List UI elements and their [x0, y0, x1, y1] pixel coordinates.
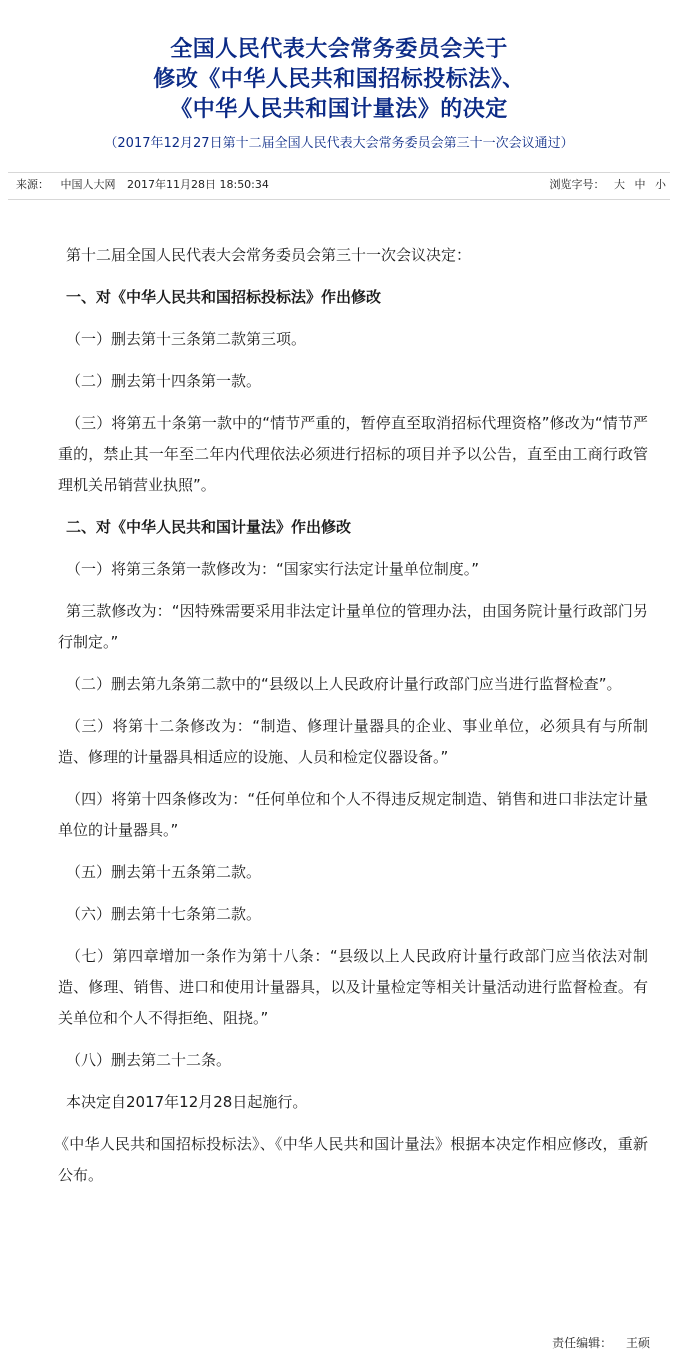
title-line-3: 《中华人民共和国计量法》的决定: [170, 96, 508, 122]
article-meta-bar: [8, 172, 670, 200]
responsible-editor: [552, 1334, 650, 1351]
publish-datetime: 2017年11月28日 18:50:34: [127, 178, 269, 191]
amendment-item: （三）将第十二条修改为：“制造、修理计量器具的企业、事业单位，必须具有与所制造、修理的计量器具相适应的设施、人员和检定仪器设备。”: [58, 717, 648, 766]
font-size-small-link[interactable]: 小: [655, 178, 666, 191]
section-heading-1: 一、对《中华人民共和国招标投标法》作出修改: [66, 288, 382, 306]
amendment-item: （一）删去第十三条第二款第三项。: [66, 330, 307, 348]
effective-date-paragraph: 本决定自2017年12月28日起施行。: [66, 1093, 308, 1111]
font-size-large-link[interactable]: 大: [614, 178, 625, 191]
font-size-medium-link[interactable]: 中: [634, 178, 646, 191]
section-heading-2: 二、对《中华人民共和国计量法》作出修改: [66, 518, 352, 536]
amendment-item: （四）将第十四条修改为：“任何单位和个人不得违反规定制造、销售和进口非法定计量单位的计量器具。”: [58, 790, 648, 839]
amendment-item: （六）删去第十七条第二款。: [66, 905, 262, 923]
font-size-label: 浏览字号：: [549, 178, 605, 191]
source-name: 中国人大网: [60, 178, 116, 191]
title-line-1: 全国人民代表大会常务委员会关于: [170, 36, 508, 62]
amendment-item: （三）将第五十条第一款中的“情节严重的，暂停直至取消招标代理资格”修改为“情节严重的，禁止其一年至二年内代理依法必须进行招标的项目并予以公告，直至由工商行政管理机关吊销营业执照”。: [58, 414, 648, 494]
editor-name: 王硕: [625, 1336, 650, 1350]
article-body: [54, 240, 648, 1202]
closing-paragraph: 《中华人民共和国招标投标法》、《中华人民共和国计量法》根据本决定作相应修改，重新公布。: [54, 1135, 648, 1184]
amendment-item: （八）删去第二十二条。: [66, 1051, 232, 1069]
intro-paragraph: 第十二届全国人民代表大会常务委员会第三十一次会议决定：: [66, 246, 472, 264]
font-size-switcher: [550, 173, 667, 197]
adoption-note: （2017年12月27日第十二届全国人民代表大会常务委员会第三十一次会议通过）: [104, 136, 574, 151]
source-label: 来源：: [16, 178, 49, 191]
editor-label: 责任编辑：: [552, 1336, 613, 1350]
amendment-item: 第三款修改为：“因特殊需要采用非法定计量单位的管理办法，由国务院计量行政部门另行制定。”: [58, 602, 648, 651]
amendment-item: （二）删去第九条第二款中的“县级以上人民政府计量行政部门应当进行监督检查”。: [66, 675, 622, 693]
source-info: [16, 173, 277, 197]
amendment-item: （二）删去第十四条第一款。: [66, 372, 262, 390]
amendment-item: （七）第四章增加一条作为第十八条：“县级以上人民政府计量行政部门应当依法对制造、修理、销售、进口和使用计量器具，以及计量检定等相关计量活动进行监督检查。有关单位和个人不得拒绝、阻挠。”: [58, 947, 648, 1027]
amendment-item: （五）删去第十五条第二款。: [66, 863, 262, 881]
title-line-2: 修改《中华人民共和国招标投标法》、: [153, 66, 525, 92]
page-title: [0, 34, 678, 124]
amendment-item: （一）将第三条第一款修改为：“国家实行法定计量单位制度。”: [66, 560, 480, 578]
